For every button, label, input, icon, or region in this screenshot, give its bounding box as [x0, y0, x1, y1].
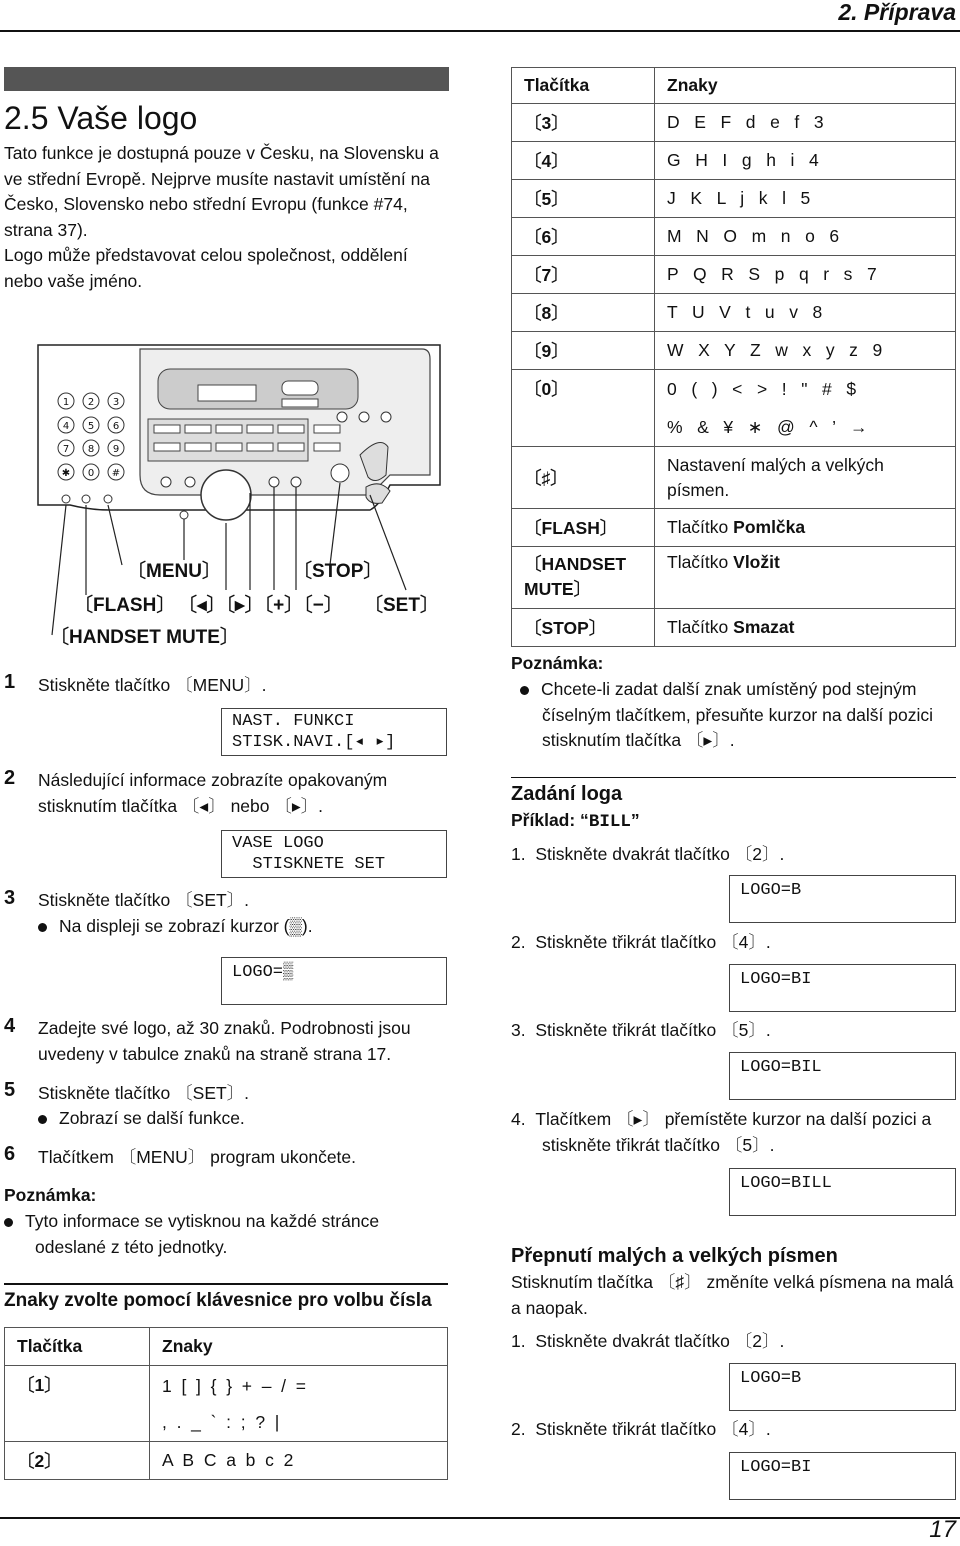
svg-text:#: #	[111, 468, 121, 479]
chars-cell	[655, 547, 956, 609]
table-header: Tlačítka	[5, 1328, 150, 1366]
header-rule	[0, 30, 960, 32]
intro-line: Tato funkce je dostupná pouze v Česku, na Slovensku a	[4, 143, 439, 163]
table-header: Tlačítka	[512, 68, 655, 104]
set-label: 〔SET〕	[364, 595, 439, 616]
char-table-right	[511, 67, 956, 647]
menu-label: 〔MENU〕	[127, 561, 221, 582]
chars-cell: A B C a b c 2	[150, 1442, 448, 1480]
svg-text:2: 2	[87, 397, 95, 408]
key-cell: 〔1〕	[5, 1366, 150, 1442]
chars-cell: D E F d e f 3	[655, 104, 956, 142]
entry-step-num: 4.	[511, 1109, 526, 1129]
step-number: 6	[4, 1143, 16, 1165]
chars-line: , . _ ` : ; ? |	[162, 1411, 280, 1432]
entry-step	[511, 1107, 931, 1158]
intro-line: nebo vaše jméno.	[4, 270, 143, 291]
entry-step-num: 1.	[511, 844, 526, 864]
entry-step-text: Tlačítkem 〔▸〕 přemístěte kurzor na další pozici a	[535, 1109, 932, 1129]
entry-step	[511, 842, 784, 868]
table-row	[512, 180, 956, 218]
example-end: ”	[630, 810, 640, 830]
key-cell: 〔5〕	[512, 180, 655, 218]
example-line	[511, 810, 640, 832]
lcd-line: NAST. FUNKCI	[232, 712, 355, 731]
footer-rule	[0, 1517, 960, 1519]
lcd-line: VASE LOGO	[232, 834, 324, 853]
table-row	[512, 142, 956, 180]
lcd-display: LOGO=BILL	[729, 1168, 956, 1216]
table-row	[512, 218, 956, 256]
bullet-dot	[38, 923, 47, 932]
step-number: 2	[4, 767, 16, 789]
bullet-text: odeslané z této jednotky.	[35, 1236, 228, 1257]
logo-entry-title: Zadání loga	[511, 783, 623, 805]
intro-line: ve střední Evropě. Nejprve musíte nastavit umístění na	[4, 168, 431, 189]
table-row	[512, 294, 956, 332]
lcd-display: LOGO=BI	[729, 964, 956, 1012]
chars-line: 1 [ ] { } + – / =	[162, 1375, 306, 1396]
key-cell: 〔STOP〕	[512, 609, 655, 647]
step-number: 1	[4, 671, 16, 693]
key-cell: 〔7〕	[512, 256, 655, 294]
chars-cell	[655, 609, 956, 647]
chapter-title: 2. Příprava	[828, 0, 956, 26]
chars-cell: M N O m n o 6	[655, 218, 956, 256]
table-row	[512, 256, 956, 294]
case-switch-line: a naopak.	[511, 1297, 588, 1318]
chars-cell	[655, 509, 956, 547]
step-number: 4	[4, 1015, 16, 1037]
lcd-display: LOGO=BIL	[729, 1052, 956, 1100]
note-title: Poznámka:	[4, 1185, 97, 1205]
key-cell: 〔2〕	[5, 1442, 150, 1480]
lcd-display	[221, 708, 447, 756]
note-bullet	[520, 677, 960, 754]
example-label: Příklad: “	[511, 810, 589, 830]
lcd-display: LOGO=B	[729, 1363, 956, 1411]
svg-text:9: 9	[112, 444, 120, 455]
lcd-display	[221, 830, 447, 878]
chars-bold: Smazat	[733, 617, 795, 637]
lcd-line: STISK.NAVI.[◂ ▸]	[232, 733, 396, 752]
bullet-dot	[520, 686, 529, 695]
table-header: Znaky	[150, 1328, 448, 1366]
entry-step	[511, 1018, 771, 1044]
chars-line: písmen.	[667, 479, 730, 500]
entry-step-text: Stiskněte třikrát tlačítko 〔4〕.	[535, 1419, 771, 1439]
intro-line: strana 37).	[4, 219, 88, 240]
bullet-text: stisknutím tlačítka 〔▸〕.	[542, 730, 735, 750]
step-bullet	[38, 914, 313, 940]
entry-step-text: Stiskněte třikrát tlačítko 〔4〕.	[535, 932, 771, 952]
intro-line: Logo může představovat celou společnost, oddělení	[4, 245, 408, 265]
entry-step	[511, 1329, 784, 1355]
svg-text:5: 5	[87, 421, 95, 432]
case-switch-text	[511, 1270, 959, 1321]
section-rule	[511, 777, 956, 778]
table-row	[5, 1366, 448, 1442]
table-header-row	[5, 1328, 448, 1366]
chars-text: Tlačítko	[667, 552, 734, 572]
chars-cell: G H I g h i 4	[655, 142, 956, 180]
bullet-dot	[4, 1218, 13, 1227]
key-cell: 〔HANDSET MUTE〕	[512, 547, 655, 609]
step-number: 3	[4, 887, 16, 909]
step-line: Následující informace zobrazíte opakovaným	[38, 770, 388, 790]
page-number: 17	[929, 1516, 956, 1543]
key-cell: 〔3〕	[512, 104, 655, 142]
svg-text:6: 6	[112, 421, 120, 432]
intro-text	[4, 141, 454, 294]
entry-step-text: stiskněte třikrát tlačítko 〔5〕.	[542, 1134, 775, 1155]
entry-step-text: Stiskněte dvakrát tlačítko 〔2〕.	[535, 1331, 785, 1351]
chars-cell: J K L j k l 5	[655, 180, 956, 218]
table-row	[512, 609, 956, 647]
flash-label: 〔FLASH〕	[74, 595, 176, 616]
table-row	[512, 370, 956, 447]
step-line: uvedeny v tabulce znaků na straně strana 17.	[38, 1043, 392, 1064]
table-row	[512, 547, 956, 609]
case-switch-title: Přepnutí malých a velkých písmen	[511, 1245, 838, 1267]
step-line: Zadejte své logo, až 30 znaků. Podrobnosti jsou	[38, 1018, 411, 1038]
table-row	[512, 104, 956, 142]
entry-step	[511, 1417, 771, 1443]
step-text: Tlačítkem 〔MENU〕 program ukončete.	[38, 1147, 357, 1167]
lcd-display: LOGO=B	[729, 875, 956, 923]
entry-step-text: Stiskněte třikrát tlačítko 〔5〕.	[535, 1020, 771, 1040]
entry-step-text: Stiskněte dvakrát tlačítko 〔2〕.	[535, 844, 785, 864]
chars-line: 0 ( ) < > ! " # $	[667, 379, 857, 399]
bullet-text: číselným tlačítkem, přesuňte kurzor na další pozici	[542, 704, 933, 725]
chars-cell	[655, 370, 956, 447]
heading-rule	[4, 1283, 448, 1285]
handset-mute-label: 〔HANDSET MUTE〕	[50, 627, 239, 648]
lcd-line: STISKNETE SET	[232, 855, 386, 874]
svg-text:3: 3	[112, 397, 120, 408]
table-header: Znaky	[655, 68, 956, 104]
nav-keys-label: 〔◂〕〔▸〕〔+〕〔−〕	[178, 595, 343, 616]
chars-cell: P Q R S p q r s 7	[655, 256, 956, 294]
key-cell: 〔♯〕	[512, 447, 655, 509]
key-cell: 〔FLASH〕	[512, 509, 655, 547]
bullet-text: Chcete-li zadat další znak umístěný pod stejným	[541, 679, 917, 699]
key-cell: 〔6〕	[512, 218, 655, 256]
chars-line: Nastavení malých a velkých	[667, 454, 884, 475]
step-line: stisknutím tlačítka 〔◂〕 nebo 〔▸〕.	[38, 795, 324, 816]
key-cell: 〔0〕	[512, 370, 655, 447]
bullet-text: Tyto informace se vytisknou na každé stránce	[25, 1211, 380, 1231]
svg-text:✱: ✱	[61, 468, 71, 479]
svg-text:0: 0	[87, 468, 95, 479]
chars-cell	[655, 447, 956, 509]
entry-step-num: 1.	[511, 1331, 526, 1351]
char-table-left	[4, 1327, 448, 1480]
bullet-dot	[38, 1115, 47, 1124]
section-band	[4, 67, 449, 91]
example-value: BILL	[588, 812, 631, 832]
svg-text:1: 1	[62, 397, 70, 408]
table-row	[512, 509, 956, 547]
chars-bold: Vložit	[733, 552, 780, 572]
bullet-text: Na displeji se zobrazí kurzor (▒).	[59, 916, 313, 936]
chars-bold: Pomlčka	[733, 517, 806, 537]
page-header	[0, 0, 960, 38]
table-row	[512, 332, 956, 370]
table-row	[512, 447, 956, 509]
step-bullet	[38, 1106, 245, 1132]
note-bullet	[4, 1209, 379, 1260]
key-cell: 〔4〕	[512, 142, 655, 180]
lcd-display: LOGO=▒	[221, 957, 447, 1005]
table-row	[5, 1442, 448, 1480]
step-text	[38, 768, 387, 819]
step-text: Stiskněte tlačítko 〔MENU〕.	[38, 675, 267, 695]
entry-step-num: 2.	[511, 932, 526, 952]
entry-step	[511, 930, 771, 956]
chars-line: % & ¥ ∗ @ ^ ’ →	[667, 417, 868, 437]
stop-label: 〔STOP〕	[293, 561, 383, 582]
svg-text:7: 7	[62, 444, 70, 455]
svg-text:8: 8	[87, 444, 95, 455]
chars-text: Tlačítko	[667, 517, 734, 537]
key-cell: 〔9〕	[512, 332, 655, 370]
chars-text: Tlačítko	[667, 617, 734, 637]
table-heading: Znaky zvolte pomocí klávesnice pro volbu čísla	[4, 1290, 432, 1311]
chars-cell: T U V t u v 8	[655, 294, 956, 332]
section-title: 2.5 Vaše logo	[4, 100, 198, 136]
intro-line: Česko, Slovensko nebo střední Evropu (funkce #74,	[4, 194, 408, 214]
svg-text:4: 4	[62, 421, 70, 432]
step-text	[38, 1016, 411, 1067]
step-number: 5	[4, 1079, 16, 1101]
bullet-text: Zobrazí se další funkce.	[59, 1108, 245, 1128]
entry-step-num: 3.	[511, 1020, 526, 1040]
entry-step-num: 2.	[511, 1419, 526, 1439]
lcd-display: LOGO=BI	[729, 1452, 956, 1500]
table-header-row	[512, 68, 956, 104]
key-cell: 〔8〕	[512, 294, 655, 332]
step-text: Stiskněte tlačítko 〔SET〕.	[38, 1083, 250, 1103]
chars-cell: W X Y Z w x y z 9	[655, 332, 956, 370]
case-switch-line: Stisknutím tlačítka 〔♯〕 změníte velká písmena na malá	[511, 1272, 954, 1292]
chars-cell	[150, 1366, 448, 1442]
step-text: Stiskněte tlačítko 〔SET〕.	[38, 890, 250, 910]
note-title: Poznámka:	[511, 653, 604, 673]
